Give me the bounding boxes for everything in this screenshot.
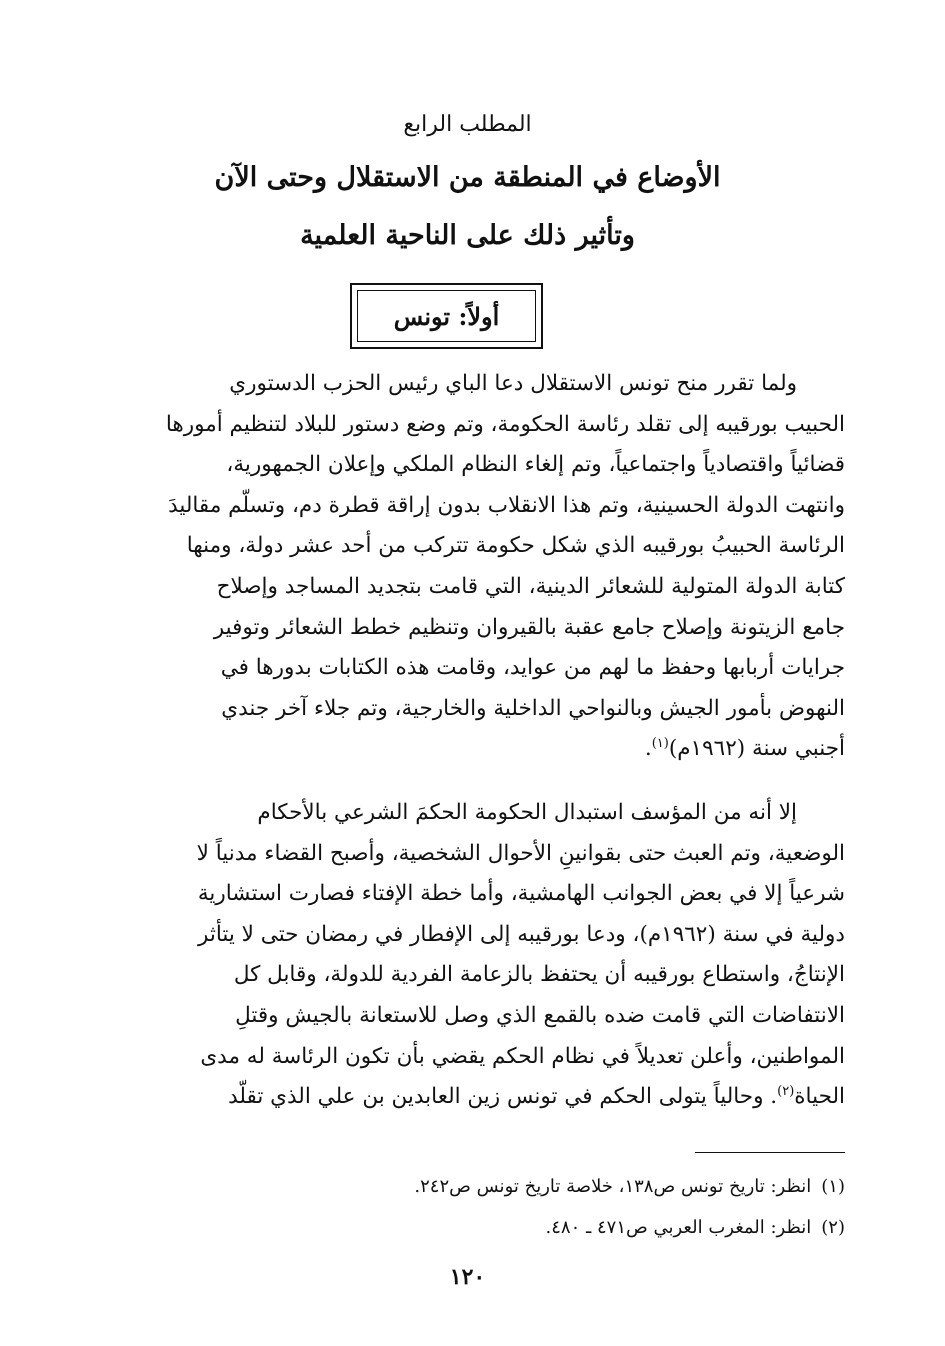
paragraph-line: دولية في سنة (١٩٦٢م)، ودعا بورقيبه إلى الإفطار في رمضان حتى لا يتأثر	[197, 921, 845, 947]
paragraph-line: المواطنين، وأعلن تعديلاً في نظام الحكم يقضي بأن تكون الرئاسة له مدى	[200, 1043, 845, 1069]
paragraph-line: جرايات أربابها وحفظ ما لهم من عوايد، وقامت هذه الكتابات بدورها في	[220, 655, 845, 681]
paragraph-text: أجنبي سنة (١٩٦٢م)	[668, 736, 845, 762]
footnote-separator	[695, 1152, 845, 1153]
paragraph-line: الوضعية، وتم العبث حتى بقوانينِ الأحوال الشخصية، وأصبح القضاء مدنياً لا	[196, 840, 845, 866]
paragraph-line: النهوض بأمور الجيش وبالنواحي الداخلية والخارجية، وتم جلاء آخر جندي	[221, 695, 845, 721]
heading-box	[350, 283, 543, 349]
paragraph-line: جامع الزيتونة وإصلاح جامع عقبة بالقيروان وتنظيم خطط الشعائر وتوفير	[213, 614, 845, 640]
footnote-1	[90, 1172, 845, 1202]
paragraph-line-last	[90, 729, 845, 770]
footnote-text: انظر: تاريخ تونس ص١٣٨، خلاصة تاريخ تونس ص٢٤٢.	[414, 1176, 812, 1197]
footnote-text: انظر: المغرب العربي ص٤٧١ ـ ٤٨٠.	[545, 1217, 812, 1238]
paragraph-line: الانتفاضات التي قامت ضده بالقمع الذي وصل للاستعانة بالجيش وقتلِ	[235, 1002, 845, 1028]
paragraph-line: وانتهت الدولة الحسينية، وتم هذا الانقلاب بدون إراقة قطرة دم، وتسلّم مقاليدَ	[168, 492, 845, 518]
paragraph-line: ولما تقرر منح تونس الاستقلال دعا الباي رئيس الحزب الدستوري	[229, 371, 797, 396]
chapter-title-line-2: وتأثير ذلك على الناحية العلمية	[300, 220, 635, 251]
paragraph-text: الحياة	[794, 1084, 845, 1110]
book-page	[90, 0, 845, 1346]
paragraph-line: إلا أنه من المؤسف استبدال الحكومة الحكمَ الشرعي بالأحكام	[257, 800, 797, 825]
paragraph-line: قضائياً واقتصادياً واجتماعياً، وتم إلغاء النظام الملكي وإعلان الجمهورية،	[226, 452, 845, 478]
footnote-number: (١)	[821, 1176, 845, 1197]
footnote-2	[90, 1213, 845, 1243]
paragraph-line: كتابة الدولة المتولية للشعائر الدينية، التي قامت بتجديد المساجد وإصلاح	[216, 573, 845, 599]
footnote-marker: (١)	[651, 736, 669, 752]
paragraph-line: شرعياً إلا في بعض الجوانب الهامشية، وأما خطة الإفتاء فصارت استشارية	[197, 881, 845, 907]
paragraph-line: الرئاسة الحبيبُ بورقيبه الذي شكل حكومة تتركب من أحد عشر دولة، ومنها	[186, 533, 845, 559]
section-label: المطلب الرابع	[403, 112, 532, 137]
page-number: ١٢٠	[449, 1264, 486, 1290]
paragraph-2	[90, 793, 845, 1118]
footnote-marker: (٢)	[777, 1084, 795, 1099]
paragraph-line: الإنتاجُ، واستطاع بورقيبه أن يحتفظ بالزعامة الفردية للدولة، وقابل كل	[233, 962, 845, 988]
paragraph-1	[90, 364, 845, 770]
paragraph-text: . وحالياً يتولى الحكم في تونس زين العابدين بن علي الذي تقلّد	[228, 1084, 778, 1110]
paragraph-line: الحبيب بورقيبه إلى تقلد رئاسة الحكومة، وتم وضع دستور للبلاد لتنظيم أمورها	[165, 411, 845, 437]
chapter-title-line-1: الأوضاع في المنطقة من الاستقلال وحتى الآن	[214, 162, 721, 193]
paragraph-end: .	[644, 736, 652, 762]
paragraph-line-last	[90, 1077, 845, 1118]
footnote-number: (٢)	[821, 1217, 845, 1238]
heading-box-title: أولاً: تونس	[357, 290, 536, 342]
